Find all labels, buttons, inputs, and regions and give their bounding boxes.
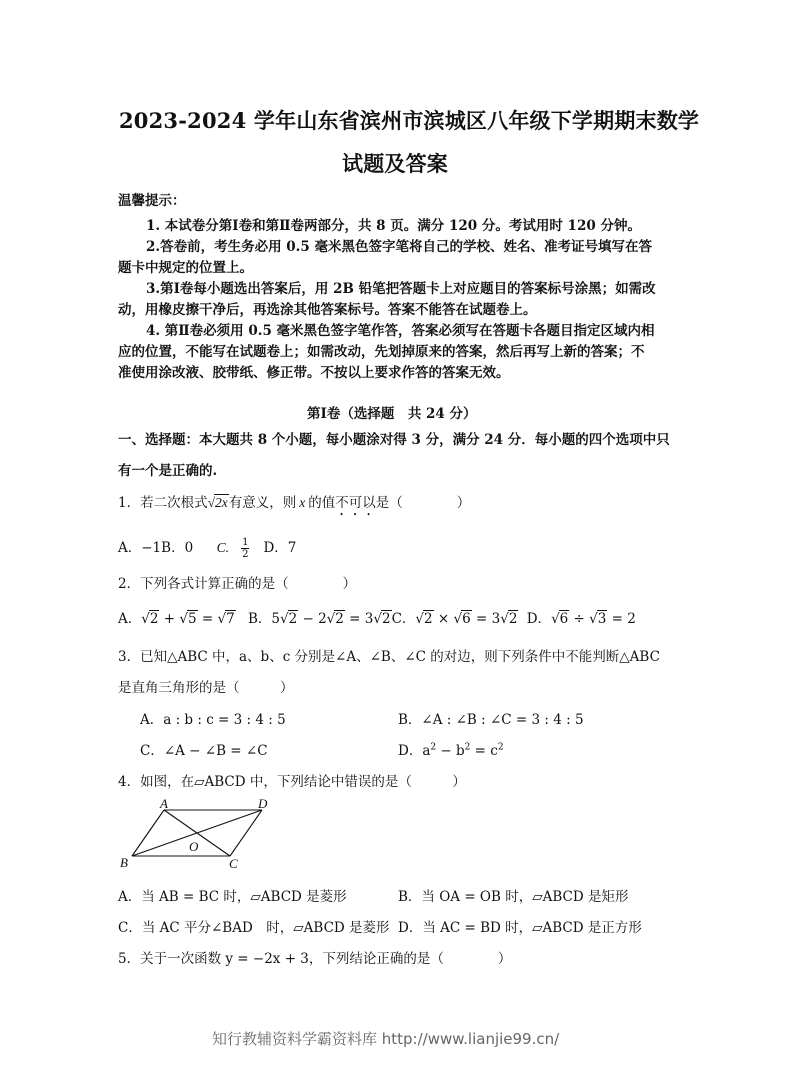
question-4-option-c: C．当 AC 平分∠BAD 时，▱ABCD 是菱形 (118, 920, 390, 936)
question-3-stem-line2: 是直角三角形的是（ ） (118, 680, 294, 696)
question-4-option-b: B．当 OA = OB 时，▱ABCD 是矩形 (398, 889, 629, 905)
tips-item-4-line1: 4. 第Ⅱ卷必须用 0.5 毫米黑色签字笔作答，答案必须写在答题卡各题目指定区域内相 (146, 323, 655, 339)
section-intro-line2: 有一个是正确的. (118, 463, 218, 479)
tips-item-2-line2: 题卡中规定的位置上。 (118, 260, 253, 276)
edge-ab (132, 810, 164, 856)
question-2-stem: 2．下列各式计算正确的是（ ） (118, 576, 357, 592)
label-a: A (160, 796, 168, 811)
doc-title-line2: 试题及答案 (342, 151, 448, 176)
tips-item-4-line2: 应的位置，不能写在试题卷上；如需改动，先划掉原来的答案，然后再写上新的答案；不 (118, 344, 645, 360)
tips-item-4-line3: 准使用涂改液、胶带纸、修正带。不按以上要求作答的答案无效。 (118, 365, 510, 381)
question-3-option-a: A．a : b : c = 3 : 4 : 5 (140, 712, 286, 728)
question-5-stem: 5．关于一次函数 y = −2x + 3，下列结论正确的是（ ） (118, 951, 512, 967)
emphasis-not-allowed: 不可以 (335, 495, 376, 511)
label-d: D (258, 796, 268, 811)
question-1-options: A．−1B．0 C. $\frac{1}{2}$ D．7 (118, 537, 297, 560)
label-c: C (229, 856, 238, 871)
question-3-option-d: D．$a^2 - b^2 = c^2$ (398, 742, 504, 759)
question-3-option-b: B．∠A : ∠B : ∠C = 3 : 4 : 5 (398, 712, 584, 728)
question-1-stem: 1．若二次根式√2x有意义，则 x 的值不可以是（ ） (118, 495, 471, 511)
question-2-options: A．√2 + √5 = √7 B．5√2 − 2√2 = 3√2C．√2 × √6 = 3√2 D．√6 ÷ √3 = 2 (118, 611, 636, 627)
tips-item-1: 1. 本试卷分第Ⅰ卷和第Ⅱ卷两部分，共 8 页。满分 120 分。考试用时 120 分钟。 (146, 218, 641, 234)
tips-item-3-line1: 3.第Ⅰ卷每小题选出答案后，用 2B 铅笔把答题卡上对应题目的答案标号涂黑；如需改 (146, 281, 656, 297)
tips-item-3-line2: 动，用橡皮擦干净后，再选涂其他答案标号。答案不能答在试题卷上。 (118, 302, 537, 318)
tips-item-2-line1: 2.答卷前，考生务必用 0.5 毫米黑色签字笔将自己的学校、姓名、准考证号填写在答 (146, 239, 652, 255)
edge-cd (230, 810, 262, 856)
doc-title-line1: 2023-2024 学年山东省滨州市滨城区八年级下学期期末数学 (119, 108, 700, 133)
label-b: B (120, 855, 128, 870)
footer-watermark: 知行教辅资料学霸资料库 http://www.lianjie99.cn/ (212, 1030, 560, 1048)
section-intro-line1: 一、选择题：本大题共 8 个小题，每小题涂对得 3 分，满分 24 分．每小题的四个选项中只 (118, 432, 670, 448)
question-4-option-a: A．当 AB = BC 时，▱ABCD 是菱形 (118, 889, 347, 905)
question-4-stem: 4．如图，在▱ABCD 中，下列结论中错误的是（ ） (118, 774, 466, 790)
question-4-option-d: D．当 AC = BD 时，▱ABCD 是正方形 (398, 920, 642, 936)
question-3-stem-line1: 3．已知△ABC 中，a、b、c 分别是∠A、∠B、∠C 的对边，则下列条件中不能判断△ABC (118, 649, 660, 665)
label-o: O (189, 839, 199, 854)
question-3-option-c: C．∠A − ∠B = ∠C (140, 743, 268, 759)
tips-heading: 温馨提示： (118, 193, 186, 209)
parallelogram-figure (118, 796, 280, 872)
section-title: 第Ⅰ卷（选择题 共 24 分） (307, 406, 477, 422)
